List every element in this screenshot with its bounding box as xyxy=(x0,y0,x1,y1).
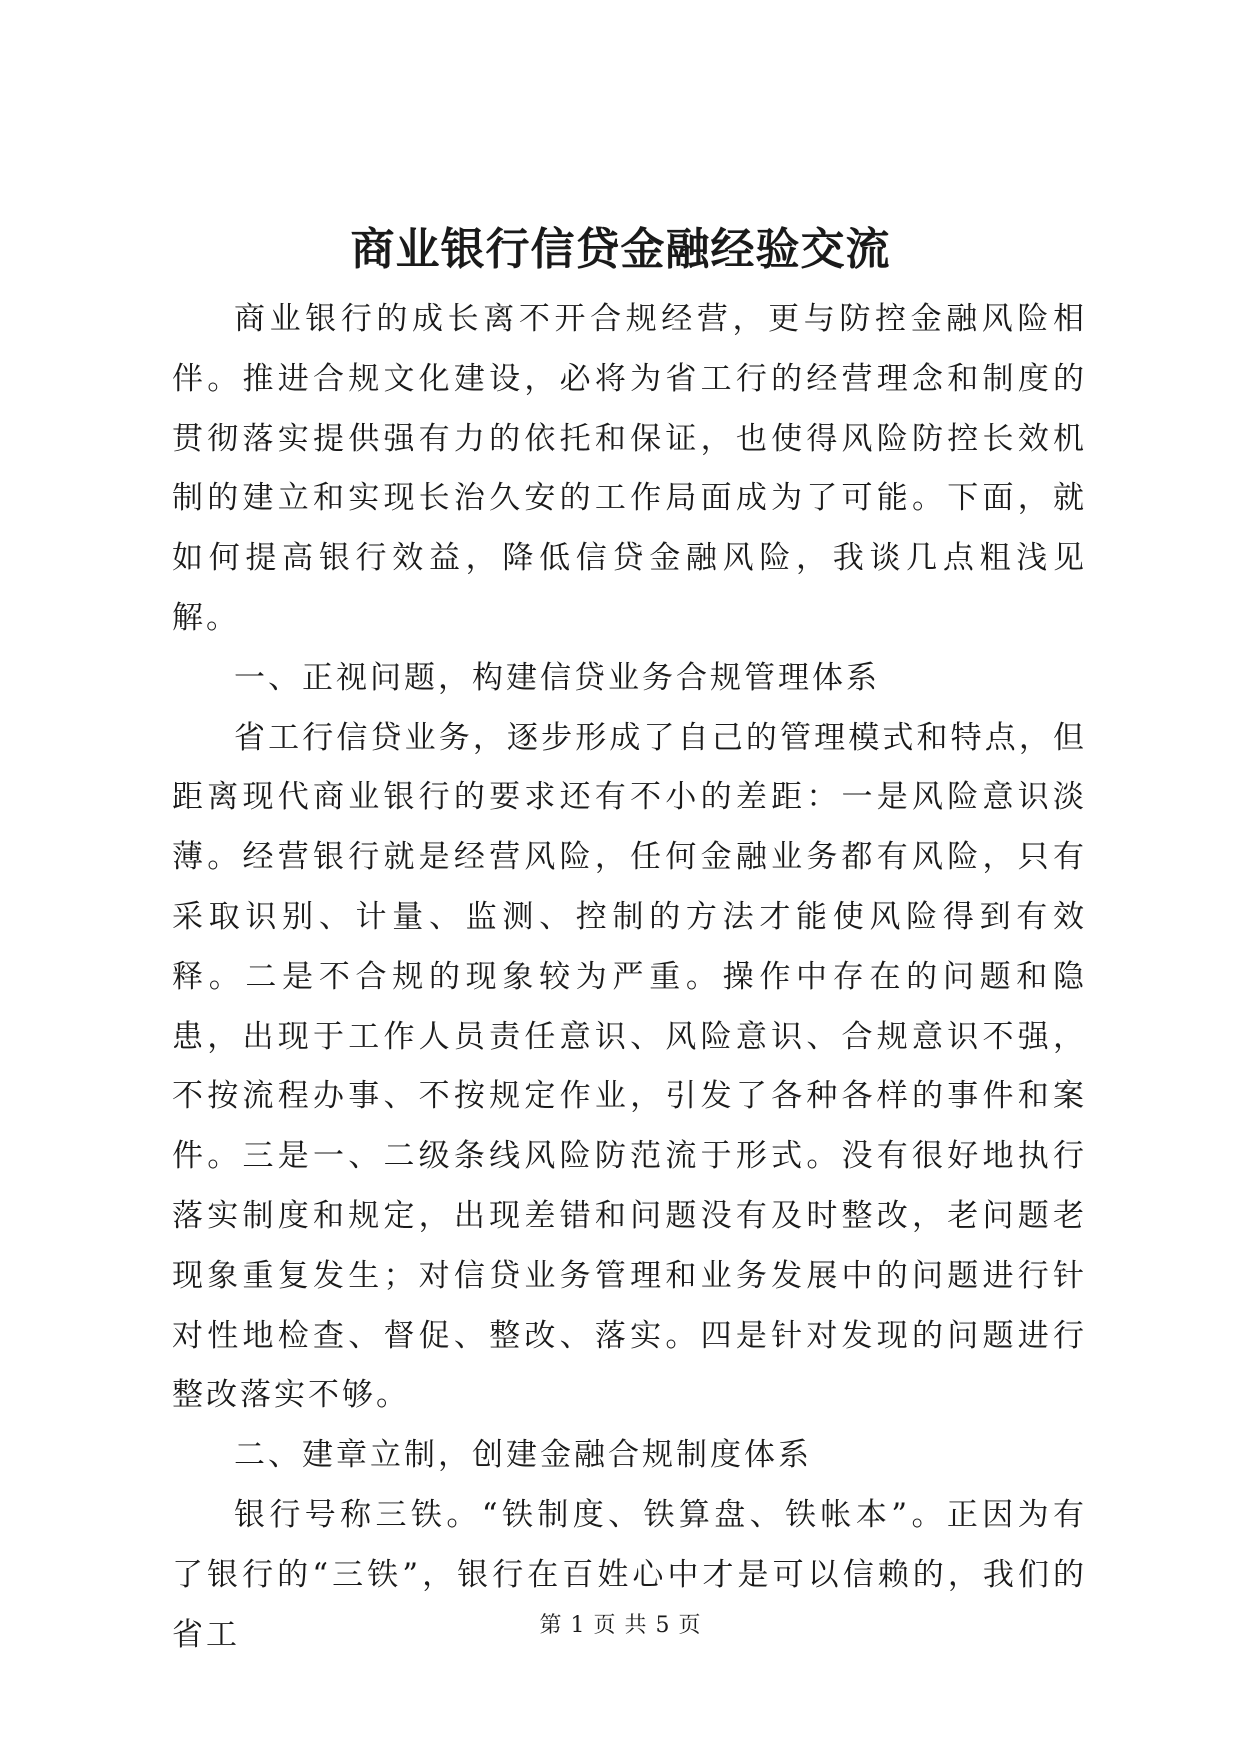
paragraph-section-2: 银行号称三铁。“铁制度、铁算盘、铁帐本”。正因为有了银行的“三铁”，银行在百姓心中才是可以信赖的，我们的省工 xyxy=(172,1496,1087,1653)
document-body xyxy=(172,290,1087,1665)
paragraph-section-1: 省工行信贷业务，逐步形成了自己的管理模式和特点，但距离现代商业银行的要求还有不小的差距：一是风险意识淡薄。经营银行就是经营风险，任何金融业务都有风险，只有采取识别、计量、监测、控制的方法才能使风险得到有效释。二是不合规的现象较为严重。操作中存在的问题和隐患，出现于工作人员责任意识、风险意识、合规意识不强，不按流程办事、不按规定作业，引发了各种各样的事件和案件。三是一、二级条线风险防范流于形式。没有很好地执行落实制度和规定，出现差错和问题没有及时整改，老问题老现象重复发生；对信贷业务管理和业务发展中的问题进行针对性地检查、督促、整改、落实。四是针对发现的问题进行整改落实不够。 xyxy=(172,719,1087,1414)
paragraph-intro: 商业银行的成长离不开合规经营，更与防控金融风险相伴。推进合规文化建设，必将为省工行的经营理念和制度的贯彻落实提供强有力的依托和保证，也使得风险防控长效机制的建立和实现长治久安的工作局面成为了可能。下面，就如何提高银行效益，降低信贷金融风险，我谈几点粗浅见解。 xyxy=(172,301,1087,636)
section-heading-1: 一、正视问题，构建信贷业务合规管理体系 xyxy=(234,659,880,696)
document-title: 商业银行信贷金融经验交流 xyxy=(350,224,891,275)
page-footer: 第 1 页 共 5 页 xyxy=(539,1613,702,1638)
section-heading-2: 二、建章立制，创建金融合规制度体系 xyxy=(234,1437,812,1474)
